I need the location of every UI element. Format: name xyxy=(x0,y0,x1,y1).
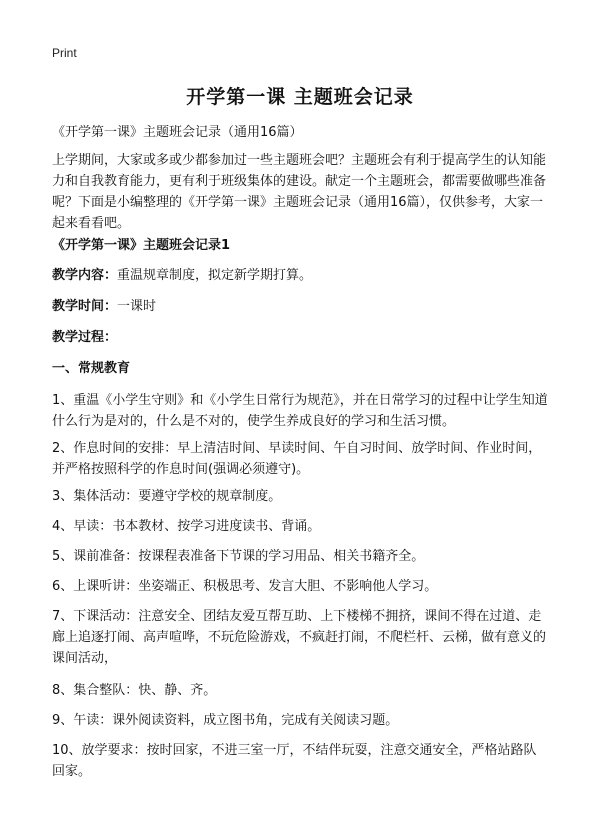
content-value: 重温规章制度，拟定新学期打算。 xyxy=(117,268,313,283)
page-title: 开学第一课 主题班会记录 xyxy=(186,86,414,108)
list-item: 2、作息时间的安排：早上清洁时间、早读时间、午自习时间、放学时间、作业时间，并严格按照科学的作息时间(强调必须遵守)。 xyxy=(52,441,542,477)
process-label: 教学过程： xyxy=(52,330,118,345)
time-label: 教学时间： xyxy=(52,299,118,314)
list-item: 4、早读：书本教材、按学习进度读书、背诵。 xyxy=(52,519,321,534)
list-item: 10、放学要求：按时回家，不进三室一厅，不结伴玩耍，注意交通安全，严格站路队回家。 xyxy=(52,743,537,779)
document-subtitle: 《开学第一课》主题班会记录（通用16篇） xyxy=(52,125,303,140)
content-line xyxy=(52,265,548,286)
time-line xyxy=(52,296,548,317)
section-heading: 《开学第一课》主题班会记录1 xyxy=(52,238,231,253)
list-item: 9、午读：课外阅读资料，成立图书角，完成有关阅读习题。 xyxy=(52,713,399,728)
list-item: 5、课前准备：按课程表准备下节课的学习用品、相关书籍齐全。 xyxy=(52,549,425,564)
list-item: 7、下课活动：注意安全、团结友爱互帮互助、上下楼梯不拥挤，课间不得在过道、走廊上追逐打闹、高声喧哗，不玩危险游戏，不疯赶打闹，不爬栏杆、云梯，做有意义的课间活动， xyxy=(52,609,547,666)
list-item: 6、上课听讲：坐姿端正、积极思考、发言大胆、不影响他人学习。 xyxy=(52,579,438,594)
list-item: 1、重温《小学生守则》和《小学生日常行为规范》，并在日常学习的过程中让学生知道什么行为是对的，什么是不对的，使学生养成良好的学习和生活习惯。 xyxy=(52,393,548,429)
print-label: Print xyxy=(52,46,77,60)
time-value: 一课时 xyxy=(117,299,157,314)
list-item: 3、集体活动：要遵守学校的规章制度。 xyxy=(52,489,282,504)
part-heading: 一、常规教育 xyxy=(52,361,131,376)
intro-paragraph: 上学期间，大家或多或少都参加过一些主题班会吧？主题班会有利于提高学生的认知能力和自我教育能力，更有利于班级集体的建设。献定一个主题班会，都需要做哪些准备呢？下面是小编整理的《开学第一课》主题班会记录（通用16篇），仅供参考，大家一起来看看吧。 xyxy=(52,153,547,231)
list-item: 8、集合整队：快、静、齐。 xyxy=(52,683,217,698)
content-label: 教学内容： xyxy=(52,268,118,283)
